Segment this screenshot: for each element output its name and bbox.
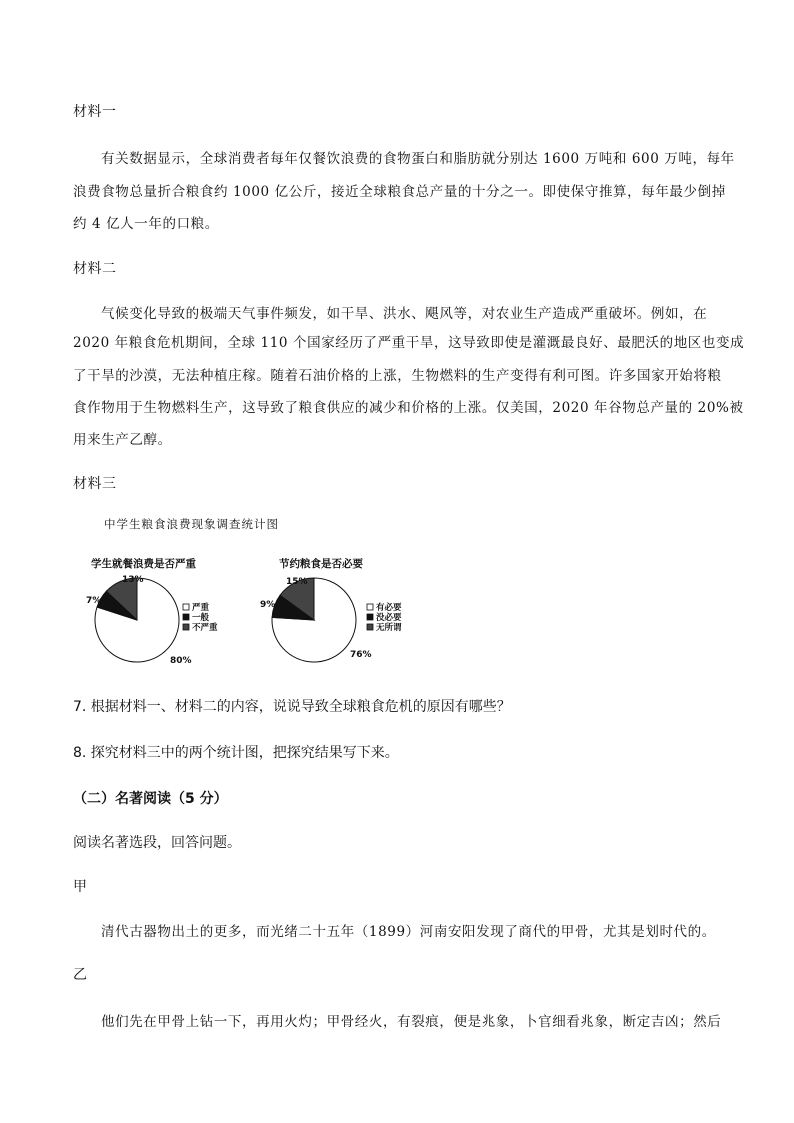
pie1-legend-swatch [183,624,189,630]
material2-line-2: 2020 年粮食危机期间，全球 110 个国家经历了严重干旱，这导致即使是灌溉最良好、最肥沃的地区也变成 [73,335,745,351]
yi-heading: 乙 [73,967,87,983]
pie-chart-1 [86,575,218,666]
pie2-legend-label: 有必要 [376,603,402,613]
pie1-legend-label: 不严重 [192,623,218,633]
material1-line-2: 浪费食物总量折合粮食约 1000 亿公斤，接近全球粮食总产量的十分之一。即使保守推算，每年最少倒掉 [73,184,726,200]
pie1-value-label: 13% [122,575,144,585]
material1-heading: 材料一 [73,104,117,120]
pie1-legend-swatch [183,614,189,620]
pie2-legend-swatch [367,604,373,610]
pie1-value-label: 7% [86,596,102,606]
chart-caption: 中学生粮食浪费现象调查统计图 [104,517,279,531]
pie2-legend-swatch [367,624,373,630]
pie2-legend-swatch [367,614,373,620]
pie1-legend-label: 严重 [192,603,210,613]
pie2-value-label: 9% [260,600,276,610]
chart2-title: 节约粮食是否必要 [279,558,363,570]
pie1-value-label: 80% [170,656,192,666]
pie2-legend-label: 没必要 [376,613,402,623]
question-8: 8. 探究材料三中的两个统计图，把探究结果写下来。 [73,745,399,761]
jia-line: 清代古器物出土的更多，而光绪二十五年（1899）河南安阳发现了商代的甲骨，尤其是划时代的。 [101,924,716,940]
material2-line-3: 了干旱的沙漠，无法种植庄稼。随着石油价格的上涨，生物燃料的生产变得有利可图。许多国家开始将粮 [73,368,722,384]
material3-heading: 材料三 [73,476,117,492]
material1-line-1: 有关数据显示，全球消费者每年仅餐饮浪费的食物蛋白和脂肪就分别达 1600 万吨和 600 万吨，每年 [101,151,735,167]
section2-title: （二）名著阅读（5 分） [73,791,228,807]
pie1-legend-label: 一般 [192,613,210,623]
pie1-legend-swatch [183,604,189,610]
section2-instruction: 阅读名著选段，回答问题。 [73,835,241,851]
pie2-legend-label: 无所谓 [376,623,402,633]
material1-line-3: 约 4 亿人一年的口粮。 [73,216,219,232]
material2-heading: 材料二 [73,261,117,277]
jia-heading: 甲 [73,879,87,895]
chart1-title: 学生就餐浪费是否严重 [91,558,196,570]
material2-line-5: 用来生产乙醇。 [73,432,172,448]
pie2-value-label: 76% [350,650,372,660]
pie-chart-2 [260,577,402,662]
material2-line-4: 食作物用于生物燃料生产，这导致了粮食供应的减少和价格的上涨。仅美国，2020 年谷物总产量的 20%被 [73,400,744,416]
pie2-value-label: 15% [286,577,308,587]
material2-line-1: 气候变化导致的极端天气事件频发，如干旱、洪水、飓风等，对农业生产造成严重破坏。例如，在 [101,306,708,322]
question-7: 7. 根据材料一、材料二的内容，说说导致全球粮食危机的原因有哪些？ [73,699,511,715]
yi-line: 他们先在甲骨上钻一下，再用火灼；甲骨经火，有裂痕，便是兆象，卜官细看兆象，断定吉凶；然后 [101,1014,722,1030]
